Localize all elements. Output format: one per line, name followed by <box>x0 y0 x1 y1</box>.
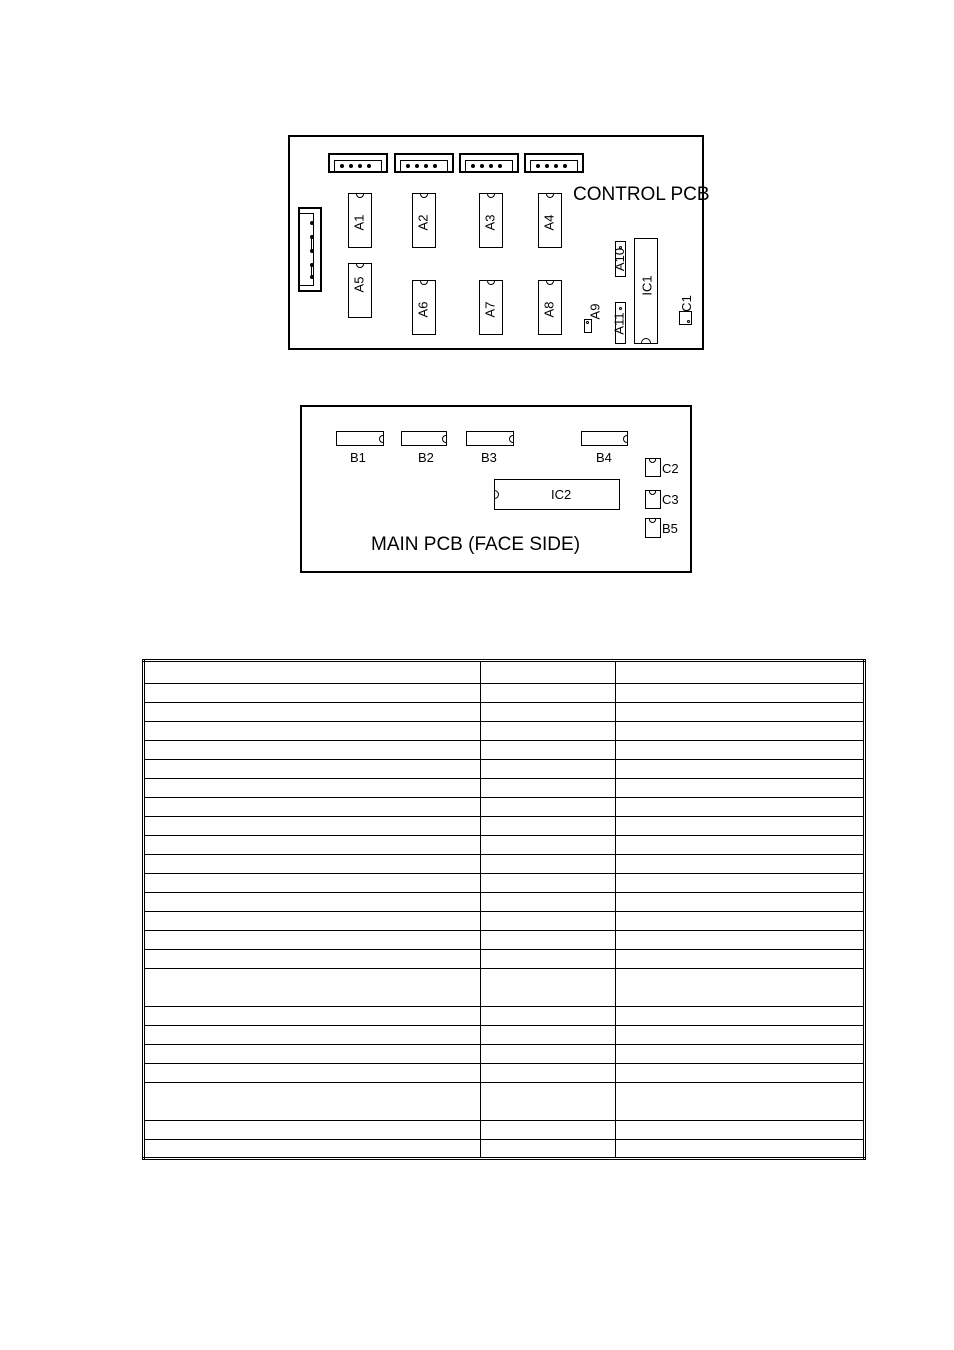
table-cell <box>481 741 616 760</box>
table-cell <box>144 893 481 912</box>
table-cell <box>144 1064 481 1083</box>
table-cell <box>481 722 616 741</box>
table-row <box>144 855 865 874</box>
table-cell <box>615 661 864 684</box>
table-cell <box>615 741 864 760</box>
table-cell <box>144 684 481 703</box>
table-row <box>144 969 865 1007</box>
table-cell <box>615 1083 864 1121</box>
label-a5: A5 <box>351 276 367 293</box>
label-a6: A6 <box>415 301 431 318</box>
table-cell <box>144 703 481 722</box>
table-cell <box>615 1140 864 1159</box>
table-cell <box>481 661 616 684</box>
connector-1 <box>328 153 388 173</box>
table-cell <box>481 969 616 1007</box>
connector-2 <box>394 153 454 173</box>
table-row <box>144 1026 865 1045</box>
table-row <box>144 661 865 684</box>
ic-a8 <box>538 280 562 335</box>
table-cell <box>481 1045 616 1064</box>
table-row <box>144 912 865 931</box>
table-cell <box>615 817 864 836</box>
table-cell <box>144 1083 481 1121</box>
component-a9 <box>584 319 592 333</box>
component-b4 <box>581 431 628 446</box>
label-a3: A3 <box>482 214 498 231</box>
table-cell <box>615 950 864 969</box>
table-row <box>144 1083 865 1121</box>
table-cell <box>615 893 864 912</box>
table-cell <box>615 1007 864 1026</box>
table-row <box>144 893 865 912</box>
table-cell <box>481 950 616 969</box>
table-row <box>144 779 865 798</box>
table-row <box>144 722 865 741</box>
main-pcb-board <box>300 405 692 573</box>
label-b5: B5 <box>662 521 678 536</box>
table-cell <box>615 931 864 950</box>
table-cell <box>481 1064 616 1083</box>
table-cell <box>481 893 616 912</box>
table-row <box>144 1121 865 1140</box>
component-c2 <box>645 458 661 477</box>
control-pcb-title: CONTROL PCB <box>573 184 710 205</box>
table-row <box>144 836 865 855</box>
table-row <box>144 703 865 722</box>
table-cell <box>615 836 864 855</box>
table-cell <box>481 684 616 703</box>
label-c2: C2 <box>662 461 679 476</box>
table-cell <box>481 1026 616 1045</box>
table-cell <box>481 1083 616 1121</box>
table-cell <box>615 1026 864 1045</box>
table-cell <box>615 722 864 741</box>
table-cell <box>615 969 864 1007</box>
table-cell <box>481 931 616 950</box>
table-cell <box>481 703 616 722</box>
control-pcb-board <box>288 135 710 350</box>
label-ic1: IC1 <box>639 275 655 296</box>
table-row <box>144 817 865 836</box>
table-cell <box>481 779 616 798</box>
table-cell <box>144 779 481 798</box>
table-row <box>144 798 865 817</box>
table-cell <box>144 950 481 969</box>
table-cell <box>615 703 864 722</box>
component-b3 <box>466 431 514 446</box>
connector-5 <box>298 207 322 292</box>
table-cell <box>144 969 481 1007</box>
table-cell <box>481 874 616 893</box>
table-row <box>144 931 865 950</box>
table-cell <box>144 874 481 893</box>
label-b4: B4 <box>596 450 612 465</box>
label-ic2: IC2 <box>551 487 572 502</box>
component-b2 <box>401 431 447 446</box>
ic-a7 <box>479 280 503 335</box>
table-cell <box>615 912 864 931</box>
table-cell <box>615 779 864 798</box>
connector-4 <box>524 153 584 173</box>
table-cell <box>144 855 481 874</box>
label-a7: A7 <box>482 301 498 318</box>
component-b5 <box>645 518 661 538</box>
label-a1: A1 <box>351 214 367 231</box>
label-a11: A11 <box>611 312 627 335</box>
parts-table <box>142 659 866 1160</box>
table-cell <box>144 1026 481 1045</box>
label-a2: A2 <box>415 214 431 231</box>
table-cell <box>144 722 481 741</box>
table-cell <box>481 1121 616 1140</box>
table-cell <box>144 760 481 779</box>
table-cell <box>481 798 616 817</box>
table-cell <box>144 836 481 855</box>
table-cell <box>481 855 616 874</box>
label-a10: A10 <box>612 247 628 272</box>
ic-a1 <box>348 193 372 248</box>
table-row <box>144 741 865 760</box>
ic-a3 <box>479 193 503 248</box>
label-a4: A4 <box>541 214 557 231</box>
table-row <box>144 874 865 893</box>
label-c3: C3 <box>662 492 679 507</box>
component-b1 <box>336 431 384 446</box>
table-row <box>144 684 865 703</box>
table-cell <box>144 1045 481 1064</box>
component-c1 <box>679 311 692 325</box>
ic-ic1 <box>634 238 658 344</box>
component-c3 <box>645 490 661 509</box>
table-cell <box>144 741 481 760</box>
table-cell <box>144 931 481 950</box>
ic-ic2 <box>494 479 620 510</box>
label-b3: B3 <box>481 450 497 465</box>
table-cell <box>481 912 616 931</box>
label-a9: A9 <box>587 303 603 320</box>
table-row <box>144 1064 865 1083</box>
table-cell <box>481 817 616 836</box>
table-cell <box>615 1121 864 1140</box>
table-cell <box>615 1045 864 1064</box>
table-cell <box>615 798 864 817</box>
table-cell <box>615 684 864 703</box>
table-row <box>144 1007 865 1026</box>
ic-a2 <box>412 193 436 248</box>
table-cell <box>144 798 481 817</box>
table-row <box>144 950 865 969</box>
table-cell <box>481 1007 616 1026</box>
table-cell <box>144 661 481 684</box>
table-cell <box>615 855 864 874</box>
label-b2: B2 <box>418 450 434 465</box>
table-cell <box>615 874 864 893</box>
connector-3 <box>459 153 519 173</box>
table-cell <box>144 817 481 836</box>
table-row <box>144 1140 865 1159</box>
main-pcb-title: MAIN PCB (FACE SIDE) <box>371 534 581 555</box>
table-cell <box>144 912 481 931</box>
ic-a6 <box>412 280 436 335</box>
table-cell <box>481 836 616 855</box>
ic-a5 <box>348 263 372 318</box>
label-a8: A8 <box>541 301 557 318</box>
table-row <box>144 1045 865 1064</box>
table-cell <box>144 1121 481 1140</box>
table-cell <box>615 1064 864 1083</box>
table-cell <box>481 1140 616 1159</box>
ic-a4 <box>538 193 562 248</box>
table-cell <box>144 1007 481 1026</box>
label-b1: B1 <box>350 450 366 465</box>
label-c1: C1 <box>678 295 694 312</box>
table-row <box>144 760 865 779</box>
table-cell <box>144 1140 481 1159</box>
table-cell <box>615 760 864 779</box>
table-cell <box>481 760 616 779</box>
